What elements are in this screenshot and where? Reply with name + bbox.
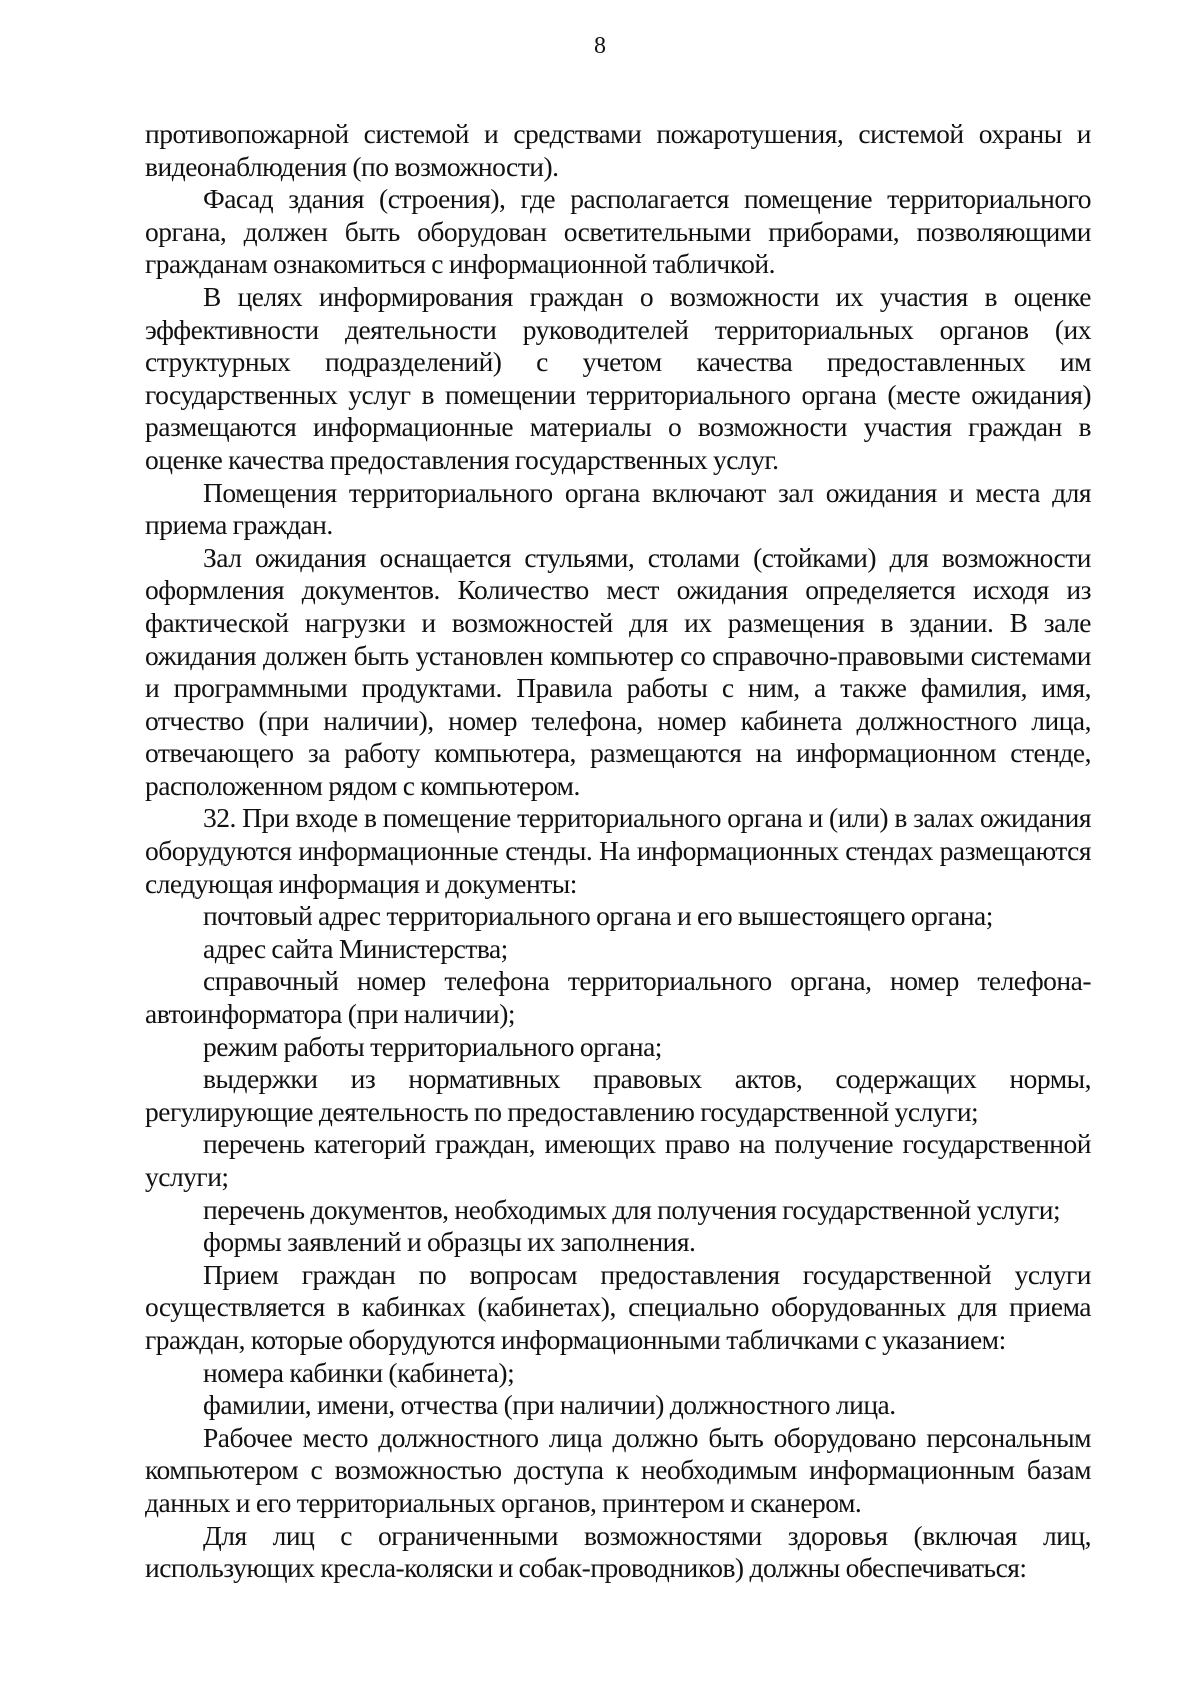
list-item: номера кабинки (кабинета); <box>203 1356 515 1388</box>
paragraph-informing-citizens: В целях информирования граждан о возможности их участия в оценке эффективности деятельности руководителей территориальных органов (их структурных подразделений) с учетом качества предоставленных им государственных услуг в помещении территориального органа (месте ожидания) размещаются информационные материалы о возможности участия граждан в оценке качества предоставления государственных услуг. <box>145 280 1091 475</box>
paragraph-reception: Прием граждан по вопросам предоставления государственной услуги осуществляется в кабинках (кабинетах), специально оборудованных для приема граждан, которые оборудуются информационными табличками с указанием: <box>145 1258 1091 1355</box>
document-body <box>145 118 1091 1585</box>
paragraph-premises: Помещения территориального органа включают зал ожидания и места для приема граждан. <box>145 476 1091 541</box>
paragraph-item-32: 32. При входе в помещение территориального органа и (или) в залах ожидания оборудуются информационные стенды. На информационных стендах размещаются следующая информация и документы: <box>145 802 1091 899</box>
list-item: формы заявлений и образцы их заполнения. <box>203 1226 696 1258</box>
paragraph-disabilities: Для лиц с ограниченными возможностями здоровья (включая лиц, использующих кресла-коляски и собак-проводников) должны обеспечиваться: <box>145 1519 1091 1584</box>
paragraph-facade: Фасад здания (строения), где располагается помещение территориального органа, должен быть оборудован осветительными приборами, позволяющими гражданам ознакомиться с информационной табличкой. <box>145 183 1091 280</box>
list-item: режим работы территориального органа; <box>203 1030 662 1062</box>
list-item: справочный номер телефона территориального органа, номер телефона-автоинформатора (при наличии); <box>145 965 1091 1030</box>
paragraph-continuation: противопожарной системой и средствами пожаротушения, системой охраны и видеонаблюдения (по возможности). <box>145 118 1091 182</box>
list-item: перечень документов, необходимых для получения государственной услуги; <box>203 1193 1061 1225</box>
paragraph-waiting-hall: Зал ожидания оснащается стульями, столами (стойками) для возможности оформления документов. Количество мест ожидания определяется исходя из фактической нагрузки и возможностей для их размещения в здании. В зале ожидания должен быть установлен компьютер со справочно-правовыми системами и программными продуктами. Правила работы с ним, а также фамилия, имя, отчество (при наличии), номер телефона, номер кабинета должностного лица, отвечающего за работу компьютера, размещаются на информационном стенде, расположенном рядом с компьютером. <box>145 541 1091 801</box>
list-item: почтовый адрес территориального органа и его вышестоящего органа; <box>203 900 993 932</box>
list-item: адрес сайта Министерства; <box>203 932 508 964</box>
paragraph-workplace: Рабочее место должностного лица должно быть оборудовано персональным компьютером с возможностью доступа к необходимым информационным базам данных и его территориальных органов, принтером и сканером. <box>145 1421 1091 1518</box>
list-item: перечень категорий граждан, имеющих право на получение государственной услуги; <box>145 1128 1091 1192</box>
list-item: фамилии, имени, отчества (при наличии) должностного лица. <box>203 1389 896 1421</box>
list-item: выдержки из нормативных правовых актов, содержащих нормы, регулирующие деятельность по предоставлению государственной услуги; <box>145 1063 1091 1127</box>
page-number: 8 <box>594 33 606 59</box>
